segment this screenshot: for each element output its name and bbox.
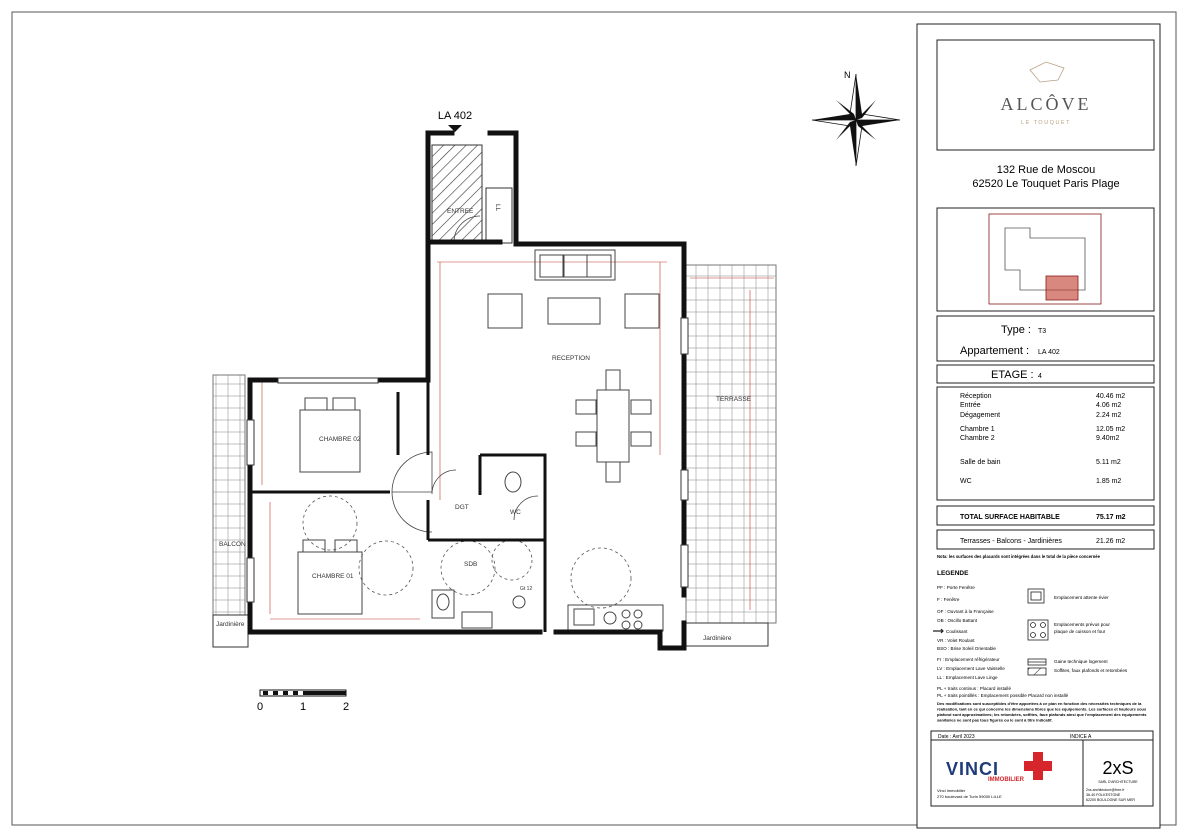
- room-label-entree: ENTREE: [447, 208, 474, 215]
- room-label-wc: WC: [510, 509, 521, 516]
- surface-row-name: Chambre 2: [960, 435, 995, 442]
- architect-address-1: 2xs.architecture@free.fr: [1086, 788, 1125, 792]
- legend-left-item: PL + traits continus : Placard installé: [937, 686, 1012, 691]
- legend-right-item: Soffites, faux plafonds et retombées: [1054, 668, 1128, 673]
- svg-text:N: N: [844, 70, 851, 80]
- surface-row-value: 9.40m2: [1096, 435, 1120, 442]
- disclaimer-line: plafond sont approximatives; les retombées, soffites, faux plafonds ainsi que l'emplacement des équipements: [937, 712, 1147, 717]
- surface-row-name: Réception: [960, 393, 992, 400]
- unit-id-label: LA 402: [437, 110, 473, 122]
- surface-row-name: Salle de bain: [960, 459, 1001, 466]
- room-label-jardiniere-left: Jardinière: [216, 621, 245, 628]
- indice-text: INDICE A: [1070, 734, 1092, 740]
- terrasses-value: 21.26 m2: [1096, 538, 1126, 545]
- legend-right-item: Emplacements prévus pour: [1054, 622, 1110, 627]
- room-label-terrasse: TERRASSE: [716, 396, 752, 403]
- room-label-balcon: BALCON: [219, 541, 246, 548]
- room-label-jardiniere-right: Jardinière: [703, 635, 732, 642]
- etage-label: ETAGE :: [991, 369, 1034, 381]
- room-label-gt: Gt 12: [520, 586, 533, 592]
- surface-row-name: WC: [960, 478, 972, 485]
- disclaimer-line: Des modifications sont susceptibles d'être apportées à ce plan en fonction des nécessités techniques de la: [937, 701, 1142, 706]
- appartement-value: LA 402: [1038, 349, 1060, 356]
- appartement-label: Appartement :: [960, 345, 1030, 357]
- legend-left-item: F : Fenêtre: [937, 597, 960, 602]
- legend-left-item: Coulissant: [946, 629, 968, 634]
- surface-row-name: Chambre 1: [960, 426, 995, 433]
- type-value: T3: [1038, 328, 1047, 335]
- surface-note: Nota: les surfaces des placards sont intégrées dans le total de la pièce concernée: [937, 554, 1100, 559]
- vinci-subtitle: IMMOBILIER: [988, 777, 1024, 783]
- legend-left-item: LV : Emplacement Lave Vaisselle: [937, 666, 1005, 671]
- room-label-chambre1: CHAMBRE 01: [312, 573, 354, 580]
- scale-label-1: 1: [299, 701, 307, 713]
- surface-row-value: 4.06 m2: [1096, 402, 1122, 409]
- legend-left-item: OB : Oscillo Battant: [937, 618, 978, 623]
- address-line-2: 62520 Le Touquet Paris Plage: [972, 178, 1120, 190]
- terrasses-label: Terrasses - Balcons - Jardinières: [960, 538, 1062, 545]
- surface-row-name: Entrée: [960, 402, 981, 409]
- key-plan-panel: [937, 208, 1154, 311]
- etage-value: 4: [1038, 373, 1042, 380]
- soffit-icon: [1028, 668, 1046, 675]
- room-label-ll: LL: [494, 204, 501, 212]
- type-label: Type :: [1001, 324, 1031, 336]
- jardiniere-left-box: [213, 615, 248, 647]
- interior-walls: [250, 380, 545, 632]
- vinci-address-2: 270 boulevard de Turin 59000 LILLE: [937, 794, 1002, 799]
- legend-right-item: Emplacement attente évier: [1054, 595, 1109, 600]
- vinci-logo-text: VINCI: [946, 759, 1000, 779]
- terrace-deck: [686, 265, 776, 623]
- disclaimer-line: sanitaires ne sont pas tous figurés ou le sont à titre indicatif.: [937, 717, 1053, 723]
- scale-label-0: 0: [256, 701, 264, 713]
- scale-label-2: 2: [342, 701, 350, 713]
- logo-subtitle: LE TOUQUET: [1021, 120, 1071, 126]
- surface-row-value: 40.46 m2: [1096, 393, 1126, 400]
- legend-left-item: BSO : Brise Soleil Orientable: [937, 646, 996, 651]
- vinci-address-1: Vinci Immobilier: [937, 788, 966, 793]
- address-line-1: 132 Rue de Moscou: [996, 164, 1096, 176]
- title-block: [917, 24, 1160, 828]
- surface-row-value: 12.05 m2: [1096, 426, 1126, 433]
- technical-cabinet: [486, 188, 512, 243]
- surface-row-value: 5.11 m2: [1096, 459, 1121, 466]
- legend-right-item: plaque de cuisson et four: [1054, 629, 1106, 634]
- door-swings: [392, 216, 538, 532]
- balcony-deck: [213, 375, 245, 615]
- surface-row-value: 2.24 m2: [1096, 412, 1122, 419]
- disclaimer-line: réalisation, tant en ce qui concerne les dimensions libres que les équipements. Les surfaces et hauteurs sous: [937, 706, 1147, 712]
- logo-name: ALCÔVE: [1000, 94, 1092, 114]
- legend-left-item: PL + traits pointillés : Emplacement possible Placard non installé: [937, 693, 1069, 698]
- legend-left-item: LL : Emplacement Lave Linge: [937, 675, 998, 680]
- room-label-chambre2: CHAMBRE 02: [319, 436, 361, 443]
- surface-row-value: 1.85 m2: [1096, 478, 1122, 485]
- entrance-hatch: [432, 145, 482, 240]
- date-text: Date : Avril 2023: [938, 734, 975, 740]
- legend-left-item: Fr : Emplacement réfrigérateur: [937, 657, 1000, 662]
- room-label-dgt: DGT: [455, 504, 469, 511]
- scale-bar: [257, 690, 349, 713]
- legend-left-item: PF : Porte Fenêtre: [937, 585, 975, 590]
- windows: [247, 318, 688, 602]
- room-label-reception: RECEPTION: [552, 355, 590, 362]
- total-value: 75.17 m2: [1096, 514, 1126, 521]
- floor-plan: [213, 70, 900, 713]
- legend-left-item: OF : Ouvrant à la Française: [937, 609, 994, 614]
- architect-address-3: 62200 BOULOGNE SUR MER: [1086, 798, 1135, 802]
- legend-title: LEGENDE: [937, 570, 969, 577]
- architect-subtitle: SARL D'ARCHITECTURE: [1098, 780, 1138, 784]
- legend-right-item: Gaine technique logement: [1054, 659, 1108, 664]
- room-label-sdb: SDB: [464, 561, 478, 568]
- legend-left-item: VR : Volet Roulant: [937, 638, 975, 643]
- total-label: TOTAL SURFACE HABITABLE: [960, 514, 1060, 521]
- surface-row-name: Dégagement: [960, 412, 1001, 419]
- north-arrow-icon: [812, 70, 900, 166]
- architect-logo-text: 2xS: [1102, 758, 1134, 778]
- architect-address-2: 36-40 FOLKESTONE: [1086, 793, 1121, 797]
